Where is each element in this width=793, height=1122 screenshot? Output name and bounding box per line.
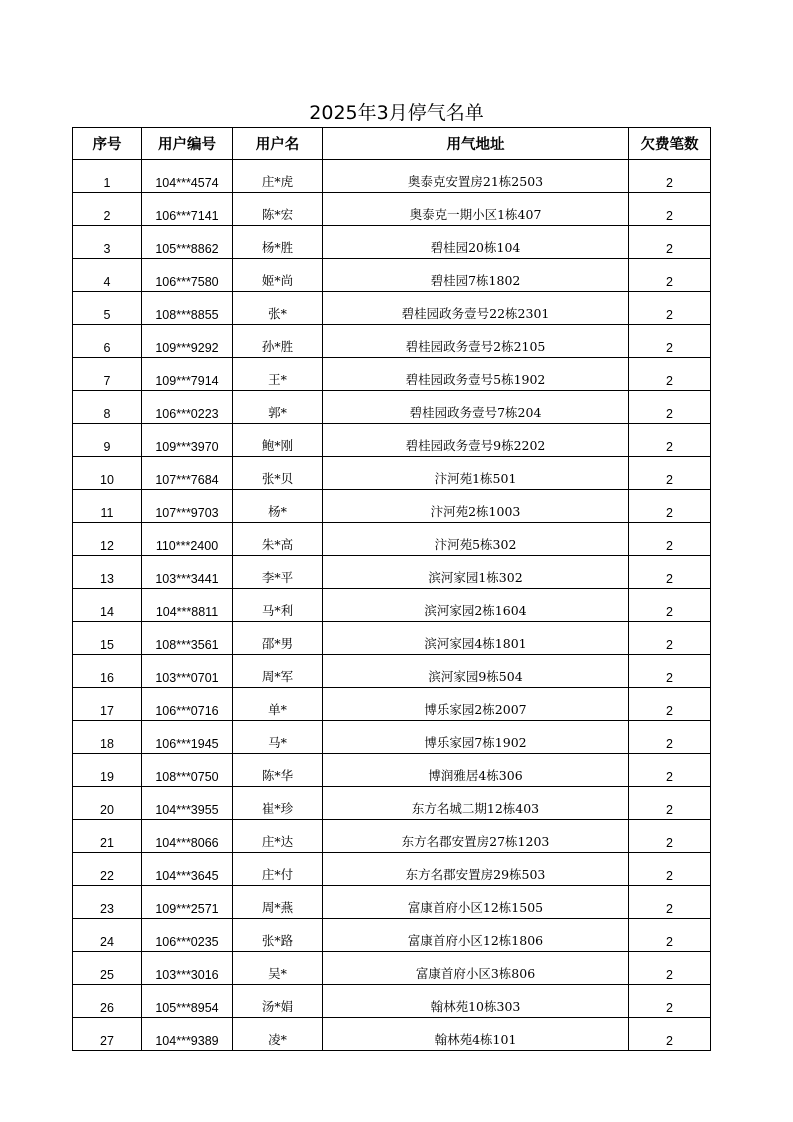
cell-arrears-count: 2 (629, 688, 711, 721)
cell-user-id: 107***7684 (142, 457, 233, 490)
cell-seq: 18 (73, 721, 142, 754)
cell-seq: 10 (73, 457, 142, 490)
table-row (73, 919, 711, 952)
cell-address: 东方名城二期12栋403 (323, 787, 629, 820)
cell-arrears-count: 2 (629, 721, 711, 754)
cell-arrears-count: 2 (629, 292, 711, 325)
cell-user-name: 吴* (233, 952, 323, 985)
cell-user-id: 104***3955 (142, 787, 233, 820)
cell-arrears-count: 2 (629, 226, 711, 259)
cell-seq: 9 (73, 424, 142, 457)
cell-arrears-count: 2 (629, 490, 711, 523)
cell-seq: 11 (73, 490, 142, 523)
table-row (73, 226, 711, 259)
cell-arrears-count: 2 (629, 259, 711, 292)
table-row (73, 292, 711, 325)
table-header-row (73, 128, 711, 160)
cell-address: 翰林苑10栋303 (323, 985, 629, 1018)
table-row (73, 424, 711, 457)
cell-address: 博乐家园7栋1902 (323, 721, 629, 754)
cell-arrears-count: 2 (629, 622, 711, 655)
cell-user-id: 103***3016 (142, 952, 233, 985)
table-row (73, 1018, 711, 1051)
cell-user-id: 109***7914 (142, 358, 233, 391)
cell-user-id: 104***8811 (142, 589, 233, 622)
cell-user-id: 108***8855 (142, 292, 233, 325)
cell-user-name: 庄*达 (233, 820, 323, 853)
cell-address: 碧桂园7栋1802 (323, 259, 629, 292)
cell-user-id: 104***3645 (142, 853, 233, 886)
cell-address: 奥泰克安置房21栋2503 (323, 160, 629, 193)
cell-address: 碧桂园政务壹号9栋2202 (323, 424, 629, 457)
cell-user-name: 周*燕 (233, 886, 323, 919)
cell-arrears-count: 2 (629, 853, 711, 886)
cell-user-name: 周*军 (233, 655, 323, 688)
cell-user-name: 陈*华 (233, 754, 323, 787)
cell-seq: 25 (73, 952, 142, 985)
cell-address: 滨河家园1栋302 (323, 556, 629, 589)
table-row (73, 886, 711, 919)
column-header-user-id: 用户编号 (142, 128, 233, 160)
table-row (73, 325, 711, 358)
cell-address: 翰林苑4栋101 (323, 1018, 629, 1051)
cell-arrears-count: 2 (629, 820, 711, 853)
cell-user-id: 106***0235 (142, 919, 233, 952)
cell-seq: 6 (73, 325, 142, 358)
cell-user-name: 孙*胜 (233, 325, 323, 358)
cell-arrears-count: 2 (629, 160, 711, 193)
cell-seq: 8 (73, 391, 142, 424)
cell-seq: 24 (73, 919, 142, 952)
outage-table (72, 127, 711, 1051)
cell-user-id: 106***0223 (142, 391, 233, 424)
cell-arrears-count: 2 (629, 358, 711, 391)
cell-seq: 3 (73, 226, 142, 259)
cell-arrears-count: 2 (629, 787, 711, 820)
cell-seq: 16 (73, 655, 142, 688)
cell-user-name: 张* (233, 292, 323, 325)
cell-user-name: 汤*娟 (233, 985, 323, 1018)
table-row (73, 622, 711, 655)
table-row (73, 160, 711, 193)
cell-address: 滨河家园4栋1801 (323, 622, 629, 655)
cell-user-id: 110***2400 (142, 523, 233, 556)
cell-user-id: 104***4574 (142, 160, 233, 193)
cell-arrears-count: 2 (629, 886, 711, 919)
cell-address: 奥泰克一期小区1栋407 (323, 193, 629, 226)
cell-user-id: 107***9703 (142, 490, 233, 523)
cell-user-name: 李*平 (233, 556, 323, 589)
cell-arrears-count: 2 (629, 424, 711, 457)
cell-arrears-count: 2 (629, 1018, 711, 1051)
cell-user-id: 106***0716 (142, 688, 233, 721)
cell-user-id: 109***3970 (142, 424, 233, 457)
cell-user-name: 凌* (233, 1018, 323, 1051)
table-row (73, 259, 711, 292)
cell-address: 碧桂园政务壹号5栋1902 (323, 358, 629, 391)
cell-address: 富康首府小区3栋806 (323, 952, 629, 985)
cell-seq: 7 (73, 358, 142, 391)
cell-seq: 21 (73, 820, 142, 853)
cell-user-name: 庄*虎 (233, 160, 323, 193)
cell-user-name: 陈*宏 (233, 193, 323, 226)
cell-user-id: 106***7141 (142, 193, 233, 226)
cell-arrears-count: 2 (629, 952, 711, 985)
cell-user-id: 106***7580 (142, 259, 233, 292)
cell-user-name: 姬*尚 (233, 259, 323, 292)
table-row (73, 853, 711, 886)
cell-seq: 14 (73, 589, 142, 622)
cell-seq: 2 (73, 193, 142, 226)
cell-seq: 22 (73, 853, 142, 886)
cell-user-name: 杨*胜 (233, 226, 323, 259)
cell-arrears-count: 2 (629, 589, 711, 622)
cell-user-name: 崔*珍 (233, 787, 323, 820)
column-header-user-name: 用户名 (233, 128, 323, 160)
cell-address: 东方名郡安置房29栋503 (323, 853, 629, 886)
table-row (73, 490, 711, 523)
cell-address: 碧桂园20栋104 (323, 226, 629, 259)
cell-address: 碧桂园政务壹号7栋204 (323, 391, 629, 424)
cell-seq: 23 (73, 886, 142, 919)
table-body (73, 160, 711, 1051)
table-row (73, 787, 711, 820)
cell-user-name: 王* (233, 358, 323, 391)
table-row (73, 193, 711, 226)
table-row (73, 589, 711, 622)
cell-user-id: 105***8954 (142, 985, 233, 1018)
cell-user-name: 邵*男 (233, 622, 323, 655)
cell-address: 汴河苑5栋302 (323, 523, 629, 556)
column-header-arrears-count: 欠费笔数 (629, 128, 711, 160)
cell-address: 富康首府小区12栋1806 (323, 919, 629, 952)
cell-user-name: 马*利 (233, 589, 323, 622)
cell-arrears-count: 2 (629, 655, 711, 688)
cell-user-id: 106***1945 (142, 721, 233, 754)
cell-user-id: 109***9292 (142, 325, 233, 358)
table-row (73, 655, 711, 688)
cell-user-name: 庄*付 (233, 853, 323, 886)
cell-user-id: 103***0701 (142, 655, 233, 688)
table-row (73, 358, 711, 391)
cell-seq: 17 (73, 688, 142, 721)
page-title: 2025年3月停气名单 (309, 102, 484, 124)
cell-user-id: 105***8862 (142, 226, 233, 259)
cell-arrears-count: 2 (629, 325, 711, 358)
cell-seq: 1 (73, 160, 142, 193)
cell-seq: 19 (73, 754, 142, 787)
cell-arrears-count: 2 (629, 556, 711, 589)
cell-address: 博润雅居4栋306 (323, 754, 629, 787)
table-row (73, 985, 711, 1018)
cell-arrears-count: 2 (629, 919, 711, 952)
cell-arrears-count: 2 (629, 523, 711, 556)
cell-arrears-count: 2 (629, 754, 711, 787)
cell-arrears-count: 2 (629, 193, 711, 226)
table-row (73, 523, 711, 556)
cell-user-name: 朱*高 (233, 523, 323, 556)
cell-user-name: 张*路 (233, 919, 323, 952)
cell-address: 汴河苑2栋1003 (323, 490, 629, 523)
cell-address: 滨河家园9栋504 (323, 655, 629, 688)
cell-seq: 27 (73, 1018, 142, 1051)
cell-user-name: 杨* (233, 490, 323, 523)
cell-user-name: 单* (233, 688, 323, 721)
cell-user-id: 108***3561 (142, 622, 233, 655)
cell-user-id: 104***9389 (142, 1018, 233, 1051)
column-header-address: 用气地址 (323, 128, 629, 160)
cell-user-name: 马* (233, 721, 323, 754)
cell-seq: 12 (73, 523, 142, 556)
column-header-seq: 序号 (73, 128, 142, 160)
cell-user-id: 108***0750 (142, 754, 233, 787)
table-row (73, 952, 711, 985)
cell-arrears-count: 2 (629, 457, 711, 490)
cell-arrears-count: 2 (629, 985, 711, 1018)
cell-address: 东方名郡安置房27栋1203 (323, 820, 629, 853)
table-row (73, 688, 711, 721)
cell-user-name: 郭* (233, 391, 323, 424)
cell-user-name: 鲍*刚 (233, 424, 323, 457)
cell-user-name: 张*贝 (233, 457, 323, 490)
cell-arrears-count: 2 (629, 391, 711, 424)
cell-address: 博乐家园2栋2007 (323, 688, 629, 721)
cell-seq: 15 (73, 622, 142, 655)
table-row (73, 754, 711, 787)
cell-user-id: 103***3441 (142, 556, 233, 589)
cell-seq: 20 (73, 787, 142, 820)
cell-address: 碧桂园政务壹号2栋2105 (323, 325, 629, 358)
table-row (73, 556, 711, 589)
table-row (73, 820, 711, 853)
cell-user-id: 104***8066 (142, 820, 233, 853)
cell-user-id: 109***2571 (142, 886, 233, 919)
cell-seq: 5 (73, 292, 142, 325)
cell-address: 碧桂园政务壹号22栋2301 (323, 292, 629, 325)
cell-address: 滨河家园2栋1604 (323, 589, 629, 622)
cell-address: 汴河苑1栋501 (323, 457, 629, 490)
cell-seq: 13 (73, 556, 142, 589)
cell-address: 富康首府小区12栋1505 (323, 886, 629, 919)
cell-seq: 4 (73, 259, 142, 292)
table-row (73, 391, 711, 424)
table-row (73, 457, 711, 490)
table-row (73, 721, 711, 754)
cell-seq: 26 (73, 985, 142, 1018)
